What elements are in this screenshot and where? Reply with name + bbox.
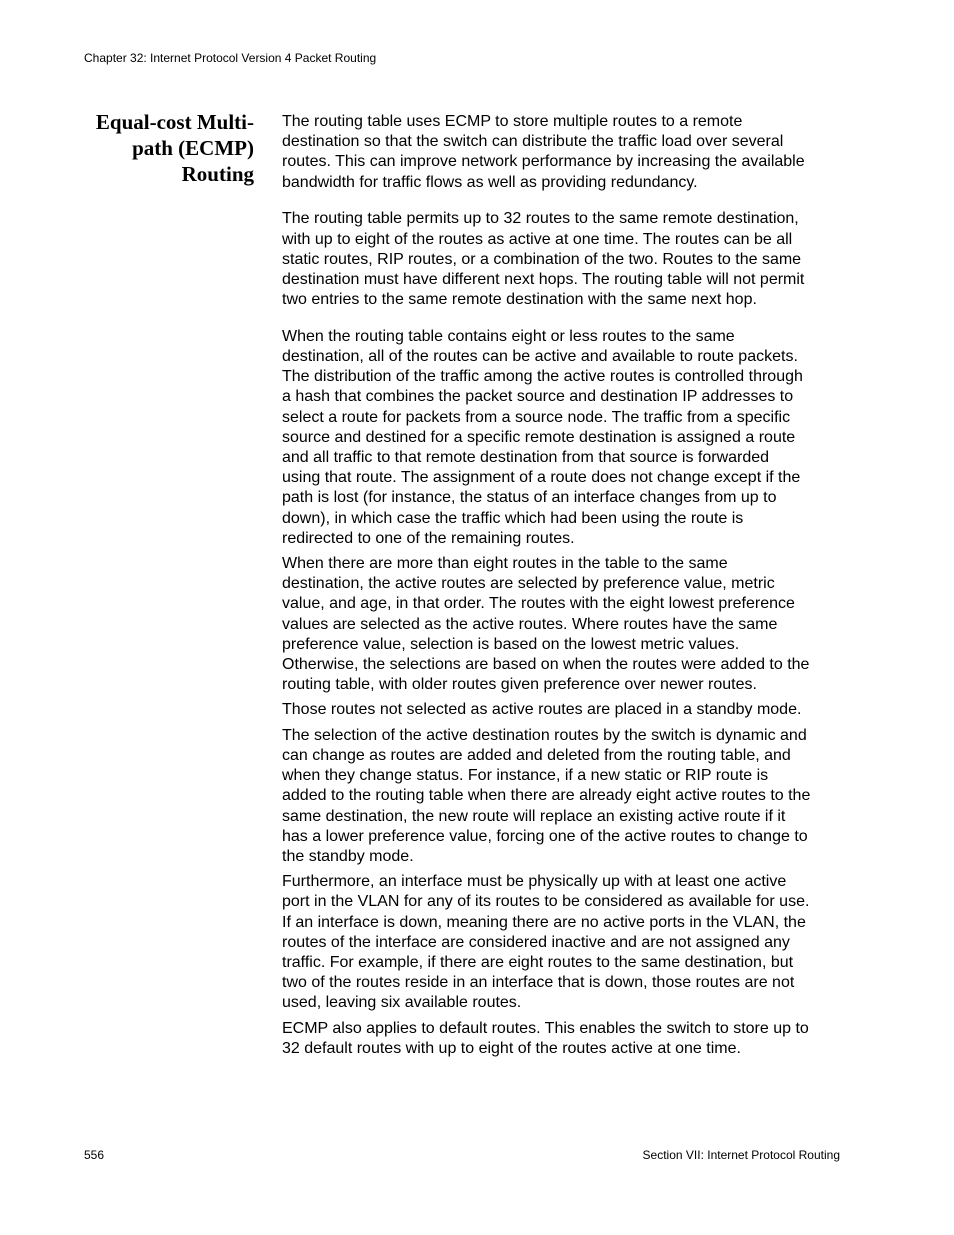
text-line: and all traffic to that remote destination from that source is forwarded [282,449,770,467]
paragraph [282,1019,848,1059]
text-line: bandwidth for traffic flows as well as providing redundancy. [282,173,698,191]
text-line: static routes, RIP routes, or a combination of the two. Routes to the same [282,250,802,268]
text-line: port in the VLAN for any of its routes to be considered as available for use. [282,893,810,911]
text-line: The distribution of the traffic among the active routes is controlled through [282,368,803,386]
text-line: down), in which case the traffic which had been using the route is [282,509,744,527]
text-line: Those routes not selected as active routes are placed in a standby mode. [282,701,802,719]
text-line: The routing table uses ECMP to store multiple routes to a remote [282,113,743,130]
text-line: routing table, with older routes given preference over newer routes. [282,676,757,694]
paragraph [282,554,848,695]
section-heading [60,109,254,187]
running-header: Chapter 32: Internet Protocol Version 4 Packet Routing [84,51,377,65]
text-line: destination, the active routes are selected by preference value, metric [282,575,775,593]
paragraph [282,209,848,310]
text-line: value, and age, in that order. The routes with the eight lowest preference [282,595,795,613]
running-footer: Section VII: Internet Protocol Routing [642,1148,840,1162]
text-line: two entries to the same remote destination with the same next hop. [282,291,757,309]
paragraph [282,726,848,867]
text-line: When the routing table contains eight or less routes to the same [282,327,735,345]
text-line: a hash that combines the packet source and destination IP addresses to [282,388,794,406]
text-line: can change as routes are added and deleted from the routing table, and [282,746,791,764]
text-line: source and destined for a specific remote destination is assigned a route [282,428,796,446]
paragraph [282,700,848,720]
text-line: destination must have different next hops. The routing table will not permit [282,270,805,288]
body-text [282,112,848,1059]
text-line: Furthermore, an interface must be physically up with at least one active [282,873,787,891]
paragraph [282,112,848,193]
text-line: The routing table permits up to 32 routes to the same remote destination, [282,210,799,228]
section-heading-line: Equal-cost Multi- [95,110,254,134]
text-line: select a route for packets from a source node. The traffic from a specific [282,408,791,426]
text-line: the standby mode. [282,847,414,865]
text-line: Otherwise, the selections are based on when the routes were added to the [282,656,810,674]
section-heading-line: Routing [181,162,254,186]
text-line: destination, all of the routes can be active and available to route packets. [282,348,798,366]
text-line: The selection of the active destination routes by the switch is dynamic and [282,726,807,744]
text-line: If an interface is down, meaning there are no active ports in the VLAN, the [282,913,806,931]
text-line: routes. This can improve network performance by increasing the available [282,153,805,171]
text-line: using that route. The assignment of a route does not change except if the [282,469,801,487]
text-line: values are selected as the active routes. Where routes have the same [282,615,778,633]
text-line: traffic. For example, if there are eight routes to the same destination, but [282,953,794,971]
text-line: when they change status. For instance, if a new static or RIP route is [282,767,769,785]
text-line: ECMP also applies to default routes. This enables the switch to store up to [282,1019,809,1037]
text-line: used, leaving six available routes. [282,994,522,1012]
text-line: preference value, selection is based on the lowest metric values. [282,635,740,653]
text-line: destination so that the switch can distribute the traffic load over several [282,133,784,151]
page-number: 556 [84,1148,105,1162]
text-line: path is lost (for instance, the status of an interface changes from up to [282,489,777,507]
text-line: redirected to one of the remaining routes. [282,529,575,547]
text-line: When there are more than eight routes in the table to the same [282,555,728,573]
text-line: has a lower preference value, forcing one of the active routes to change to [282,827,808,845]
text-line: with up to eight of the routes as active at one time. The routes can be all [282,230,793,248]
text-line: 32 default routes with up to eight of the routes active at one time. [282,1039,741,1057]
text-line: same destination, the new route will replace an existing active route if it [282,807,786,825]
paragraph [282,327,848,549]
text-line: added to the routing table when there are already eight active routes to the [282,787,811,805]
paragraph [282,872,848,1013]
text-line: two of the routes reside in an interface that is down, those routes are not [282,974,795,992]
section-heading-line: path (ECMP) [132,136,254,160]
text-line: routes of the interface are considered inactive and are not assigned any [282,933,790,951]
